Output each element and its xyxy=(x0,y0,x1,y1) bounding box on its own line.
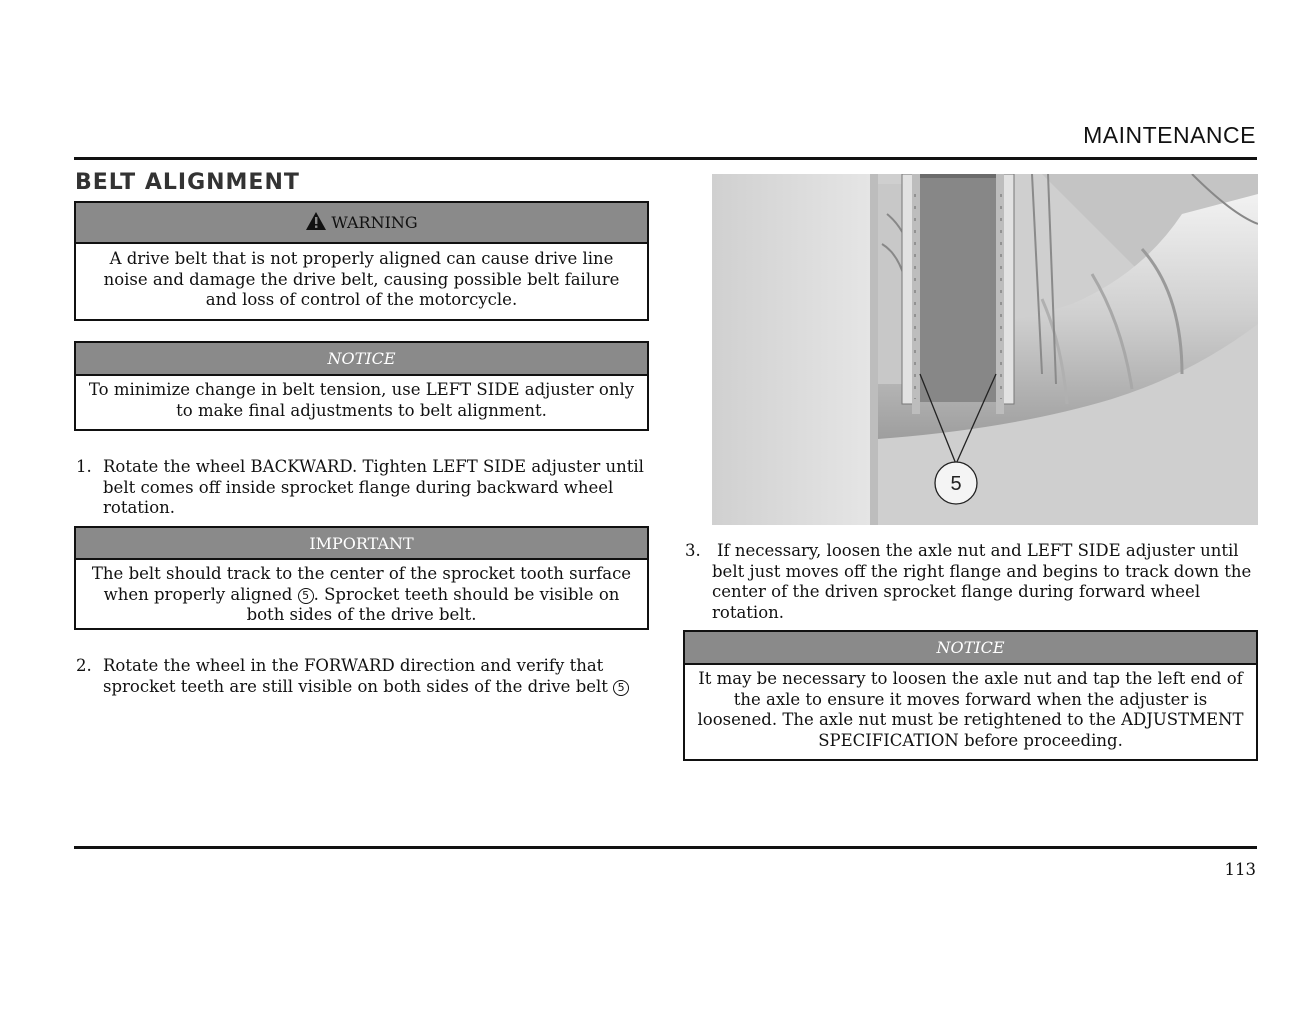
callout-ref: 5 xyxy=(298,588,314,604)
notice-header: NOTICE xyxy=(76,343,647,376)
step-number: 2. xyxy=(76,656,92,675)
warning-text xyxy=(76,244,647,311)
notice-line: loosened. The axle nut must be retightened to the ADJUSTMENT xyxy=(697,710,1244,729)
notice-line: the axle to ensure it moves forward when the adjuster is xyxy=(733,689,1208,709)
figure-callout: 5 xyxy=(950,473,962,495)
important-line: The belt should track to the center of the sprocket tooth surface xyxy=(91,564,632,583)
notice-header: NOTICE xyxy=(685,632,1256,665)
important-text xyxy=(76,560,647,626)
step-number: 3. xyxy=(685,541,701,560)
step-3 xyxy=(685,541,1265,623)
warning-line: and loss of control of the motorcycle. xyxy=(205,290,518,309)
notice-text xyxy=(76,376,647,421)
step-line: belt just moves off the right flange and begins to track down the xyxy=(712,561,1252,581)
belt-sprocket-figure xyxy=(712,174,1258,525)
step-line: If necessary, loosen the axle nut and LEFT SIDE adjuster until xyxy=(717,541,1239,560)
notice-text xyxy=(685,665,1256,751)
warning-header xyxy=(76,203,647,244)
step-line: rotation. xyxy=(103,498,176,517)
page-title: BELT ALIGNMENT xyxy=(75,170,300,195)
section-label: MAINTENANCE xyxy=(1083,122,1256,148)
important-box xyxy=(74,526,649,630)
step-line: rotation. xyxy=(712,602,785,622)
footer-rule xyxy=(74,846,1257,849)
warning-box xyxy=(74,201,649,321)
notice-box-2 xyxy=(683,630,1258,761)
header-rule xyxy=(74,157,1257,160)
notice-line: It may be necessary to loosen the axle nut and tap the left end of xyxy=(698,669,1243,688)
important-line: both sides of the drive belt. xyxy=(246,605,477,624)
step-number: 1. xyxy=(76,457,92,476)
notice-line: SPECIFICATION before proceeding. xyxy=(818,730,1123,750)
important-header: IMPORTANT xyxy=(76,528,647,560)
callout-ref: 5 xyxy=(613,680,629,696)
notice-line: to make final adjustments to belt alignment. xyxy=(176,400,547,420)
important-line: when properly aligned 5 . Sprocket teeth should be visible on xyxy=(103,584,620,604)
step-1 xyxy=(76,457,656,519)
step-line: Rotate the wheel in the FORWARD direction and verify that xyxy=(103,656,604,675)
step-2 xyxy=(76,656,656,697)
step-line: Rotate the wheel BACKWARD. Tighten LEFT SIDE adjuster until xyxy=(103,457,644,476)
step-line: center of the driven sprocket flange during forward wheel xyxy=(712,582,1201,601)
warning-heading: WARNING xyxy=(331,213,418,232)
warning-line: A drive belt that is not properly aligned can cause drive line xyxy=(109,249,614,268)
step-line: sprocket teeth are still visible on both sides of the drive belt 5 xyxy=(103,677,656,698)
step-line: belt comes off inside sprocket flange during backward wheel xyxy=(103,477,614,497)
notice-box xyxy=(74,341,649,431)
warning-triangle-icon xyxy=(305,211,327,235)
notice-line: To minimize change in belt tension, use LEFT SIDE adjuster only xyxy=(88,380,635,399)
page-number: 113 xyxy=(1224,860,1256,879)
warning-line: noise and damage the drive belt, causing possible belt failure xyxy=(103,269,620,289)
